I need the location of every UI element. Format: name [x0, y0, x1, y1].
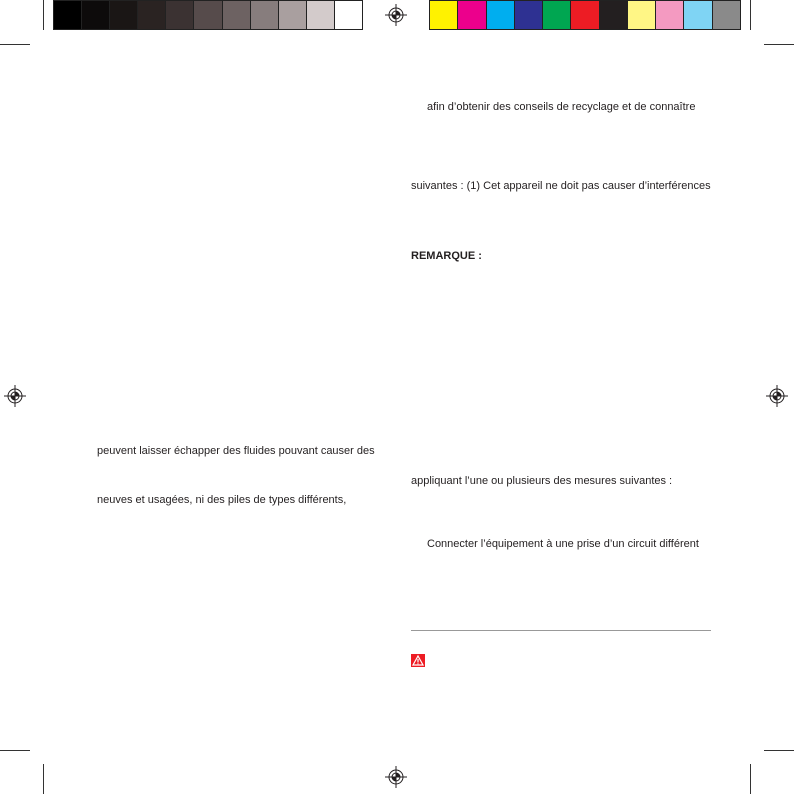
- color-bar-process: [429, 0, 741, 30]
- registration-mark-icon: [385, 766, 407, 788]
- crop-mark-bottom-right-v: [750, 764, 751, 794]
- color-swatch: [571, 1, 599, 29]
- color-swatch: [138, 1, 166, 29]
- section-divider: [411, 630, 711, 631]
- crop-mark-bottom-left-v: [43, 764, 44, 794]
- color-swatch: [251, 1, 279, 29]
- color-swatch: [194, 1, 222, 29]
- crop-mark-top-left-h: [0, 44, 30, 45]
- color-swatch: [458, 1, 486, 29]
- color-swatch: [628, 1, 656, 29]
- crop-mark-top-right-h: [764, 44, 794, 45]
- color-swatch: [279, 1, 307, 29]
- crop-mark-bottom-left-h: [0, 750, 30, 751]
- color-swatch: [543, 1, 571, 29]
- right-text-line-3: appliquant l’une ou plusieurs des mesures suivantes :: [411, 475, 673, 487]
- registration-mark-icon: [766, 385, 788, 407]
- color-swatch: [166, 1, 194, 29]
- color-swatch: [430, 1, 458, 29]
- color-swatch: [600, 1, 628, 29]
- remarque-heading: REMARQUE :: [411, 250, 482, 262]
- color-swatch: [82, 1, 110, 29]
- color-swatch: [515, 1, 543, 29]
- left-text-line-1: peuvent laisser échapper des fluides pouvant causer des: [97, 445, 375, 457]
- color-swatch: [307, 1, 335, 29]
- right-text-line-2: suivantes : (1) Cet appareil ne doit pas causer d’interférences: [411, 180, 711, 192]
- registration-mark-icon: [4, 385, 26, 407]
- color-swatch: [110, 1, 138, 29]
- left-text-line-2: neuves et usagées, ni des piles de types différents,: [97, 494, 347, 506]
- color-bar-grayscale: [53, 0, 363, 30]
- color-swatch: [335, 1, 362, 29]
- warning-triangle-icon: [411, 654, 425, 667]
- crop-mark-top-left-v: [43, 0, 44, 30]
- registration-mark-icon: [385, 4, 407, 26]
- color-swatch: [54, 1, 82, 29]
- color-swatch: [223, 1, 251, 29]
- color-swatch: [684, 1, 712, 29]
- crop-mark-top-right-v: [750, 0, 751, 30]
- color-swatch: [713, 1, 740, 29]
- crop-mark-bottom-right-h: [764, 750, 794, 751]
- right-text-line-1: afin d’obtenir des conseils de recyclage et de connaître: [427, 101, 696, 113]
- color-swatch: [656, 1, 684, 29]
- right-text-line-4: Connecter l’équipement à une prise d’un circuit différent: [427, 538, 699, 550]
- color-swatch: [487, 1, 515, 29]
